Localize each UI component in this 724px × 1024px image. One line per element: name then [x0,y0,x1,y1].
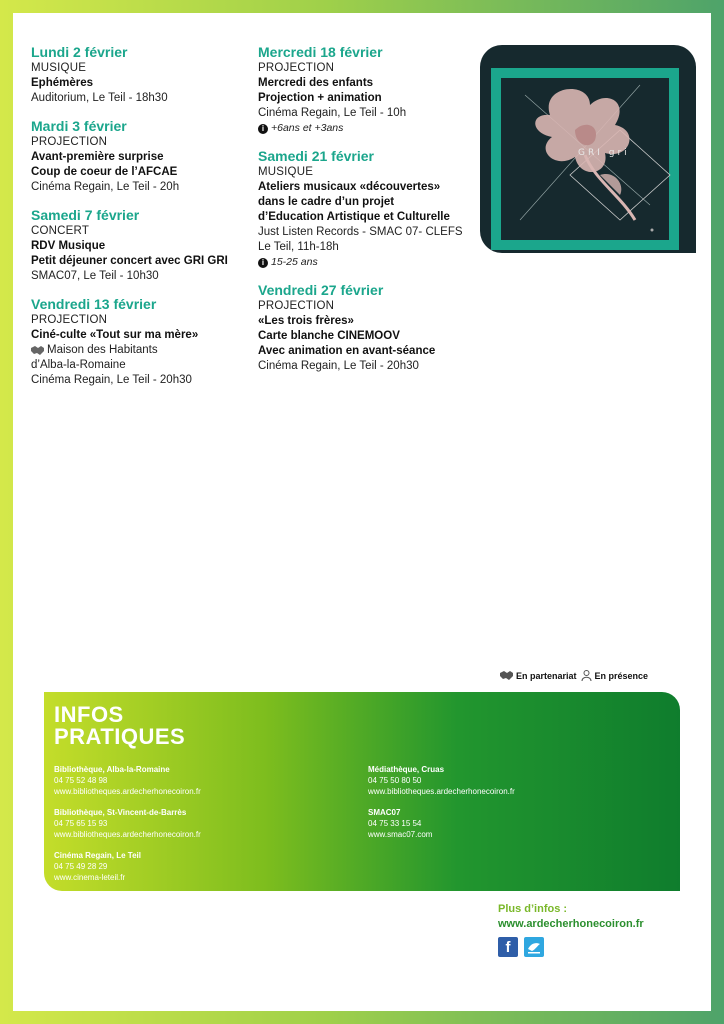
event-5 [258,147,480,270]
event-title: Projection + animation [258,92,382,104]
library-phone: 04 75 50 80 50 [368,776,422,785]
event-note [258,255,480,270]
events-left-column [31,43,253,399]
library-alba [54,764,304,797]
legend-presence-label: En présence [594,670,649,681]
library-name: Bibliothèque, St-Vincent-de-Barrès [54,808,187,817]
event-title: Avec animation en avant-séance [258,345,436,357]
event-title: dans le cadre d’un projet [258,196,395,208]
infos-title-line-1: INFOS [54,702,124,727]
note-text: +6ans et +3ans [271,122,344,134]
event-category: PROJECTION [258,300,335,312]
event-title: Ephémères [31,77,94,89]
event-date: Mardi 3 février [31,118,127,134]
library-website[interactable]: www.bibliotheques.ardecherhonecoiron.fr [54,830,201,839]
facebook-icon[interactable]: f [498,937,518,957]
event-title: Mercredi des enfants [258,77,374,89]
event-place: Just Listen Records - SMAC 07- CLEFS [258,226,463,238]
event-place: Cinéma Regain, Le Teil - 10h [258,107,407,119]
event-date: Samedi 7 février [31,207,140,223]
library-website[interactable]: www.bibliotheques.ardecherhonecoiron.fr [368,787,515,796]
library-st-vincent [54,807,304,840]
event-title: Coup de coeur de l’AFCAE [31,166,178,178]
page [13,13,711,1011]
event-6 [258,281,480,374]
event-0 [31,43,253,106]
event-1 [31,117,253,195]
mediatheque-cruas [368,764,618,797]
event-place: d’Alba-la-Romaine [31,359,126,371]
event-category: MUSIQUE [31,62,87,74]
infos-title-line-2: PRATIQUES [54,724,186,749]
event-category: MUSIQUE [258,166,314,178]
library-phone: 04 75 33 15 54 [368,819,422,828]
note-text: 15-25 ans [271,256,318,268]
library-phone: 04 75 49 28 29 [54,862,108,871]
library-name: Cinéma Regain, Le Teil [54,851,141,860]
social-links [498,937,644,957]
legend [500,670,648,681]
infos-pratiques-panel [44,692,680,891]
event-category: PROJECTION [31,136,108,148]
smac07 [368,807,618,840]
more-info [498,902,644,957]
event-place: Le Teil, 11h-18h [258,241,339,253]
album-text: GRI gri [578,148,630,158]
event-title: Ateliers musicaux «découvertes» [258,181,441,193]
bird-icon [524,937,544,957]
app-icon[interactable] [524,937,544,957]
event-title: «Les trois frères» [258,315,354,327]
event-place: SMAC07, Le Teil - 10h30 [31,270,159,282]
event-place: Auditorium, Le Teil - 18h30 [31,92,168,104]
event-date: Vendredi 27 février [258,282,384,298]
more-info-label: Plus d’infos : [498,903,568,915]
event-place: Cinéma Regain, Le Teil - 20h30 [258,360,419,372]
event-title: Ciné-culte «Tout sur ma mère» [31,329,199,341]
handshake-icon [500,671,513,680]
event-category: PROJECTION [31,314,108,326]
library-phone: 04 75 65 15 93 [54,819,108,828]
event-title: Petit déjeuner concert avec GRI GRI [31,255,228,267]
info-icon: i [258,124,268,134]
library-website[interactable]: www.cinema-leteil.fr [54,873,126,882]
person-icon [581,670,592,681]
events-mid-column [258,43,480,385]
handshake-icon [31,346,44,355]
library-website[interactable]: www.bibliotheques.ardecherhonecoiron.fr [54,787,201,796]
event-category: PROJECTION [258,62,335,74]
library-name: Bibliothèque, Alba-la-Romaine [54,765,170,774]
library-name: SMAC07 [368,808,401,817]
library-phone: 04 75 52 48 98 [54,776,108,785]
event-title: Avant-première surprise [31,151,164,163]
event-date: Vendredi 13 février [31,296,157,312]
event-title: Carte blanche CINEMOOV [258,330,400,342]
event-3 [31,295,253,388]
legend-partner-label: En partenariat [516,670,577,681]
album-artwork [480,45,696,253]
more-info-url[interactable]: www.ardecherhonecoiron.fr [498,918,644,930]
event-note [258,121,480,136]
legend-partner [500,671,577,681]
infos-title [54,704,185,748]
event-place: Cinéma Regain, Le Teil - 20h30 [31,374,192,386]
event-category: CONCERT [31,225,90,237]
partner-label: Maison des Habitants [47,344,158,356]
event-title: RDV Musique [31,240,106,252]
event-date: Mercredi 18 février [258,44,383,60]
event-4 [258,43,480,136]
album-cover [480,45,696,253]
event-date: Lundi 2 février [31,44,128,60]
library-name: Médiathèque, Cruas [368,765,445,774]
legend-presence [581,670,649,681]
cinema-regain [54,850,304,883]
event-title: d’Education Artistique et Culturelle [258,211,450,223]
event-partner [31,343,253,358]
event-2 [31,206,253,284]
library-website[interactable]: www.smac07.com [368,830,433,839]
event-place: Cinéma Regain, Le Teil - 20h [31,181,180,193]
info-icon: i [258,258,268,268]
event-date: Samedi 21 février [258,148,374,164]
